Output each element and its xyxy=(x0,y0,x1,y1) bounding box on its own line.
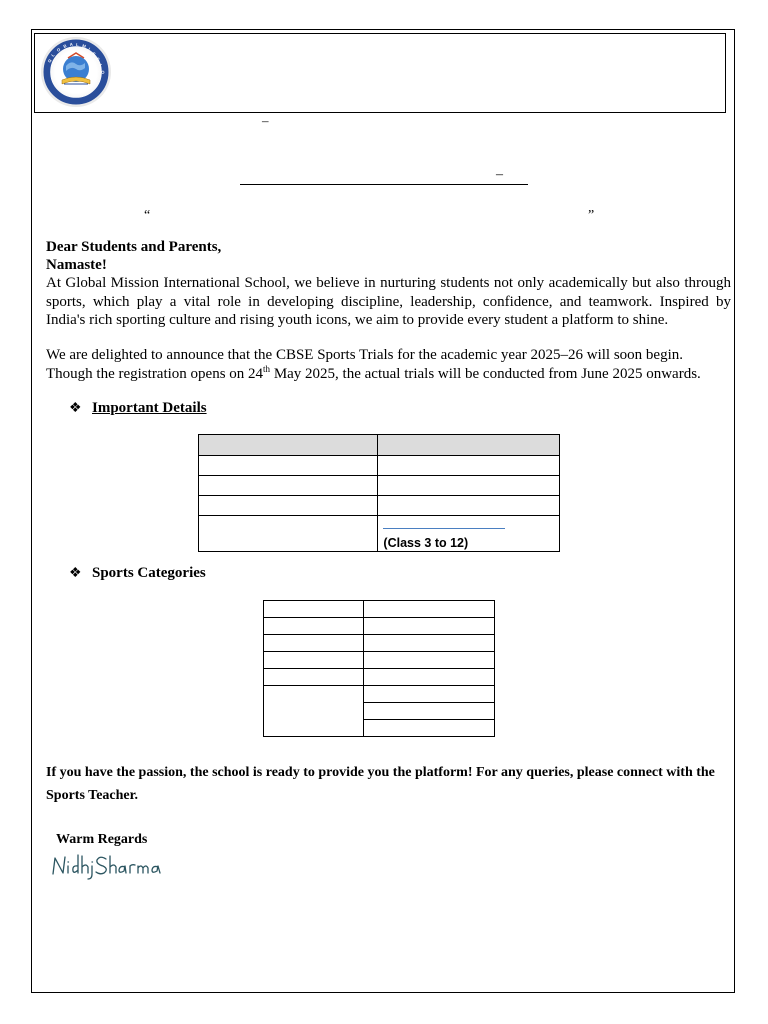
sports-categories-table xyxy=(263,600,495,737)
eligibility-note xyxy=(378,536,559,551)
quote-close-mark: ” xyxy=(588,208,595,223)
quote-open-mark: “ xyxy=(144,208,151,223)
intro-line: India's rich sporting culture and rising youth icons, we aim to provide every student a platform to shine. xyxy=(46,312,669,328)
svg-text:I: I xyxy=(98,63,104,67)
svg-text:O: O xyxy=(55,46,62,53)
table-row xyxy=(264,601,495,618)
svg-text:O: O xyxy=(100,69,106,75)
table-row xyxy=(264,669,495,686)
intro-line: sports, which play a vital role in developing discipline, leadership, confidence, and teamwork. Inspired by xyxy=(46,293,731,310)
table-row xyxy=(264,635,495,652)
table-row xyxy=(199,456,560,476)
closing-line: Sports Teacher. xyxy=(46,788,139,803)
bullet-icon: ❖ xyxy=(69,566,82,581)
signature xyxy=(50,850,162,880)
table-row xyxy=(199,496,560,516)
table-row xyxy=(264,686,495,703)
trials-text: May 2025, the actual trials will be conducted from June 2025 onwards. xyxy=(270,365,701,382)
announcement-paragraph xyxy=(46,346,731,383)
table-row xyxy=(199,516,560,552)
table-row xyxy=(264,652,495,669)
bullet-icon: ❖ xyxy=(69,401,82,416)
important-details-table xyxy=(198,434,560,552)
registration-link-underline[interactable] xyxy=(383,528,505,529)
table-header-row xyxy=(199,435,560,456)
warm-regards: Warm Regards xyxy=(56,832,148,847)
svg-text:S: S xyxy=(95,56,101,62)
svg-text:L: L xyxy=(50,52,56,58)
svg-text:G: G xyxy=(46,58,53,64)
intro-paragraph xyxy=(46,274,731,330)
title-dash: – xyxy=(496,167,503,182)
closing-line: If you have the passion, the school is ready to provide you the platform! For any queries, please connect with the xyxy=(46,765,715,780)
table-row xyxy=(199,476,560,496)
closing-paragraph xyxy=(46,761,731,807)
announcement-line: We are delighted to announce that the CBSE Sports Trials for the academic year 2025–26 will soon begin. xyxy=(46,347,683,363)
greeting: Namaste! xyxy=(46,257,107,273)
svg-text:M: M xyxy=(81,43,87,49)
table-row xyxy=(264,618,495,635)
announcement-line xyxy=(46,365,731,384)
title-underline xyxy=(240,184,528,185)
registration-text: Though the registration opens on 24 xyxy=(46,365,264,382)
sports-categories-heading: Sports Categories xyxy=(92,565,206,581)
svg-text:S: S xyxy=(91,50,97,57)
svg-text:B: B xyxy=(62,43,68,49)
important-details-heading: Important Details xyxy=(92,400,207,416)
school-logo xyxy=(38,36,114,108)
intro-line: At Global Mission International School, we believe in nurturing students not only academically but also through xyxy=(46,275,731,291)
svg-text:I: I xyxy=(87,46,91,52)
eligibility-text: (Class 3 to 12) xyxy=(383,536,469,550)
svg-text:A: A xyxy=(69,41,74,47)
salutation: Dear Students and Parents, xyxy=(46,239,222,255)
header-dash: – xyxy=(262,113,269,128)
svg-text:L: L xyxy=(75,42,79,48)
ordinal-suffix: th xyxy=(263,363,271,374)
letterhead-box xyxy=(34,33,726,113)
